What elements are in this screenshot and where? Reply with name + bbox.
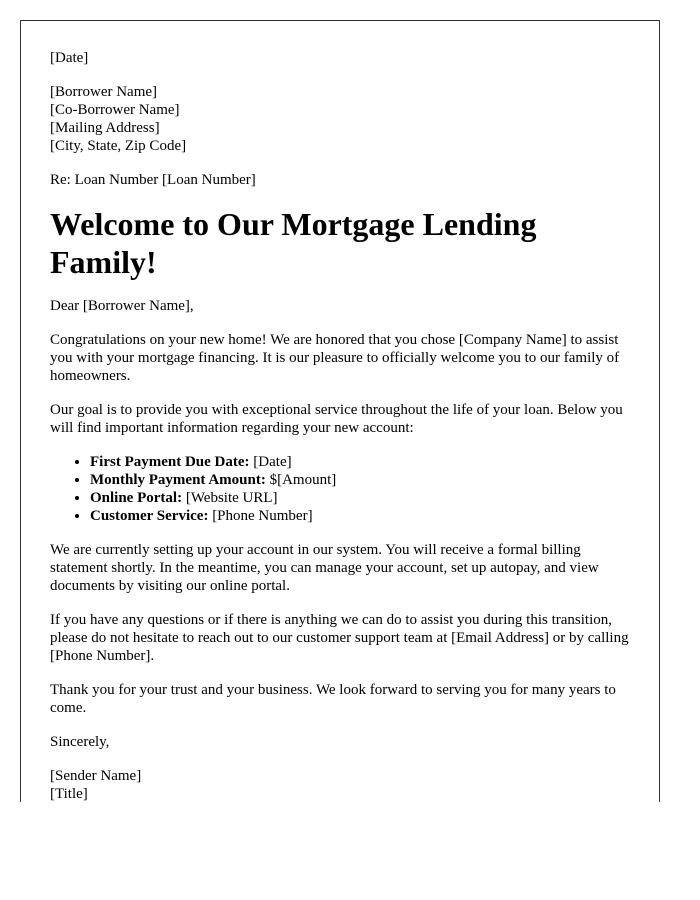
city-state-zip: [City, State, Zip Code] xyxy=(50,138,187,154)
detail-label: Customer Service: xyxy=(90,508,209,524)
sender-name: [Sender Name] xyxy=(50,768,142,784)
detail-label: Monthly Payment Amount: xyxy=(90,472,266,488)
closing: Sincerely, xyxy=(50,734,110,750)
loan-reference: Re: Loan Number [Loan Number] xyxy=(50,172,256,188)
sender-title: [Title] xyxy=(50,786,88,802)
recipient-address-block xyxy=(50,83,640,155)
detail-label: Online Portal: xyxy=(90,490,183,506)
list-item xyxy=(90,471,640,489)
mailing-address: [Mailing Address] xyxy=(50,120,160,136)
list-item xyxy=(90,507,640,525)
letter-content xyxy=(50,49,640,802)
signature-block xyxy=(50,767,640,802)
setup-paragraph: We are currently setting up your account in our system. You will receive a formal billing statement shortly. In the meantime, you can manage your account, set up autopay, and view documents by visiting our online portal. xyxy=(50,542,599,594)
detail-value: $[Amount] xyxy=(265,472,337,488)
detail-value: [Website URL] xyxy=(182,490,278,506)
goal-paragraph: Our goal is to provide you with exceptional service throughout the life of your loan. Below you will find important information regarding your new account: xyxy=(50,402,623,436)
borrower-name: [Borrower Name] xyxy=(50,84,158,100)
detail-value: [Phone Number] xyxy=(208,508,313,524)
detail-label: First Payment Due Date: xyxy=(90,454,250,470)
co-borrower-name: [Co-Borrower Name] xyxy=(50,102,180,118)
letter-date: [Date] xyxy=(50,50,89,66)
list-item xyxy=(90,453,640,471)
thanks-paragraph: Thank you for your trust and your business. We look forward to serving you for many years to come. xyxy=(50,682,616,716)
letter-heading: Welcome to Our Mortgage Lending Family! xyxy=(50,206,537,280)
list-item xyxy=(90,489,640,507)
intro-paragraph: Congratulations on your new home! We are honored that you chose [Company Name] to assist you with your mortgage financing. It is our pleasure to officially welcome you to our family of homeowners. xyxy=(50,332,620,384)
salutation: Dear [Borrower Name], xyxy=(50,298,194,314)
detail-value: [Date] xyxy=(249,454,292,470)
questions-paragraph: If you have any questions or if there is anything we can do to assist you during this transition, please do not hesitate to reach out to our customer support team at [Email Address] or by calling [Phone Number]. xyxy=(50,612,629,664)
account-details-list xyxy=(50,453,640,525)
letter-page xyxy=(20,20,660,802)
